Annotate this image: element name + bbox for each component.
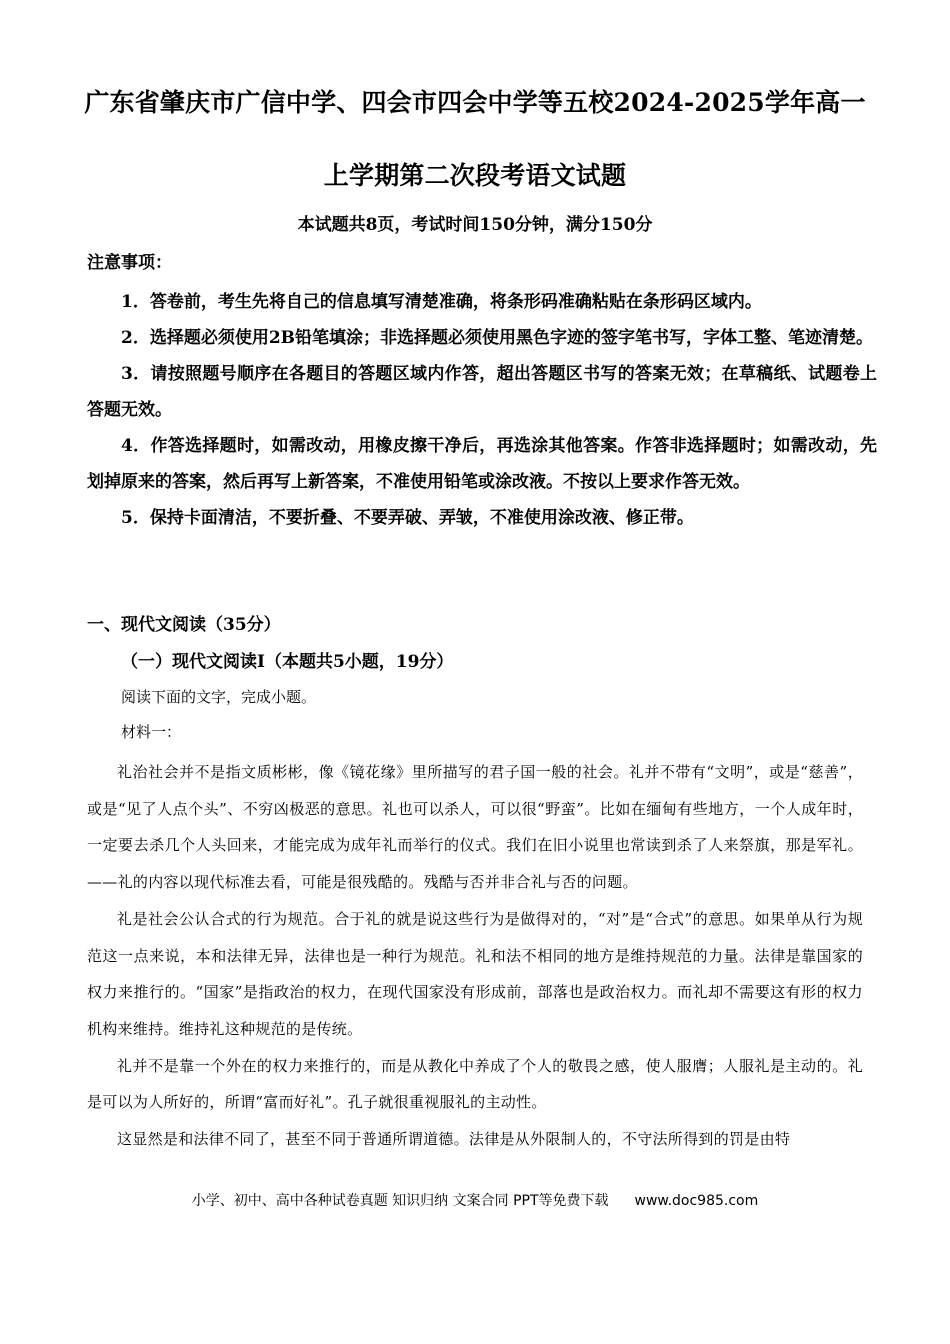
footer-text: 小学、初中、高中各种试卷真题 知识归纳 文案合同 PPT等免费下载: [191, 1193, 609, 1209]
notice-heading: 注意事项：: [87, 253, 172, 273]
section-heading: 一、现代文阅读（35分）: [87, 615, 281, 635]
exam-title-line2: 上学期第二次段考语文试题: [323, 161, 627, 190]
passage-paragraph: 礼并不是靠一个外在的权力来推行的，而是从教化中养成了个人的敬畏之感，使人服膺；人服礼是主动的。礼是可以为人所好的，所谓“富而好礼”。孔子就很重视服礼的主动性。: [87, 1056, 863, 1112]
reading-instruction: 阅读下面的文字，完成小题。: [121, 688, 317, 706]
passage-paragraph: 礼治社会并不是指文质彬彬，像《镜花缘》里所描写的君子国一般的社会。礼并不带有“文明”，或是“慈善”，或是“见了人点个头”、不穷凶极恶的意思。礼也可以杀人，可以很“野蛮”。比如在缅甸有些地方，一个人成年时，一定要去杀几个人头回来，才能完成为成年礼而举行的仪式。我们在旧小说里也常读到杀了人来祭旗，那是军礼。——礼的内容以现代标准去看，可能是很残酷的。残酷与否并非合礼与否的问题。: [87, 763, 863, 892]
notice-item: 2．选择题必须使用2B铅笔填涂；非选择题必须使用黑色字迹的签字笔书写，字体工整、笔迹清楚。: [121, 328, 874, 348]
page-footer: [60, 1191, 890, 1211]
exam-title-line1: 广东省肇庆市广信中学、四会市四会中学等五校2024-2025学年高一: [84, 88, 866, 117]
reading-passage: [87, 754, 863, 1158]
notice-item: 3．请按照题号顺序在各题目的答题区域内作答，超出答题区书写的答案无效；在草稿纸、试题卷上答题无效。: [87, 364, 877, 420]
notice-item: 1．答卷前，考生先将自己的信息填写清楚准确，将条形码准确粘贴在条形码区域内。: [121, 292, 762, 312]
material-label: 材料一：: [121, 723, 182, 741]
exam-info: 本试题共8页，考试时间150分钟，满分150分: [297, 215, 653, 235]
passage-paragraph: 这显然是和法律不同了，甚至不同于普通所谓道德。法律是从外限制人的，不守法所得到的罚是由特: [117, 1130, 791, 1149]
notice-item: 4．作答选择题时，如需改动，用橡皮擦干净后，再选涂其他答案。作答非选择题时；如需改动，先划掉原来的答案，然后再写上新答案，不准使用铅笔或涂改液。不按以上要求作答无效。: [87, 436, 877, 492]
notice-list: [87, 284, 877, 536]
subsection-heading: （一）现代文阅读Ⅰ（本题共5小题，19分）: [121, 652, 454, 672]
footer-url: www.doc985.com: [634, 1193, 759, 1209]
passage-paragraph: 礼是社会公认合式的行为规范。合于礼的就是说这些行为是做得对的，“对”是“合式”的意思。如果单从行为规范这一点来说，本和法律无异，法律也是一种行为规范。礼和法不相同的地方是维持规范的力量。法律是靠国家的权力来推行的。“国家”是指政治的权力，在现代国家没有形成前，部落也是政治权力。而礼却不需要这有形的权力机构来维持。维持礼这种规范的是传统。: [87, 909, 863, 1038]
notice-item: 5．保持卡面清洁，不要折叠、不要弄破、弄皱，不准使用涂改液、修正带。: [121, 508, 694, 528]
